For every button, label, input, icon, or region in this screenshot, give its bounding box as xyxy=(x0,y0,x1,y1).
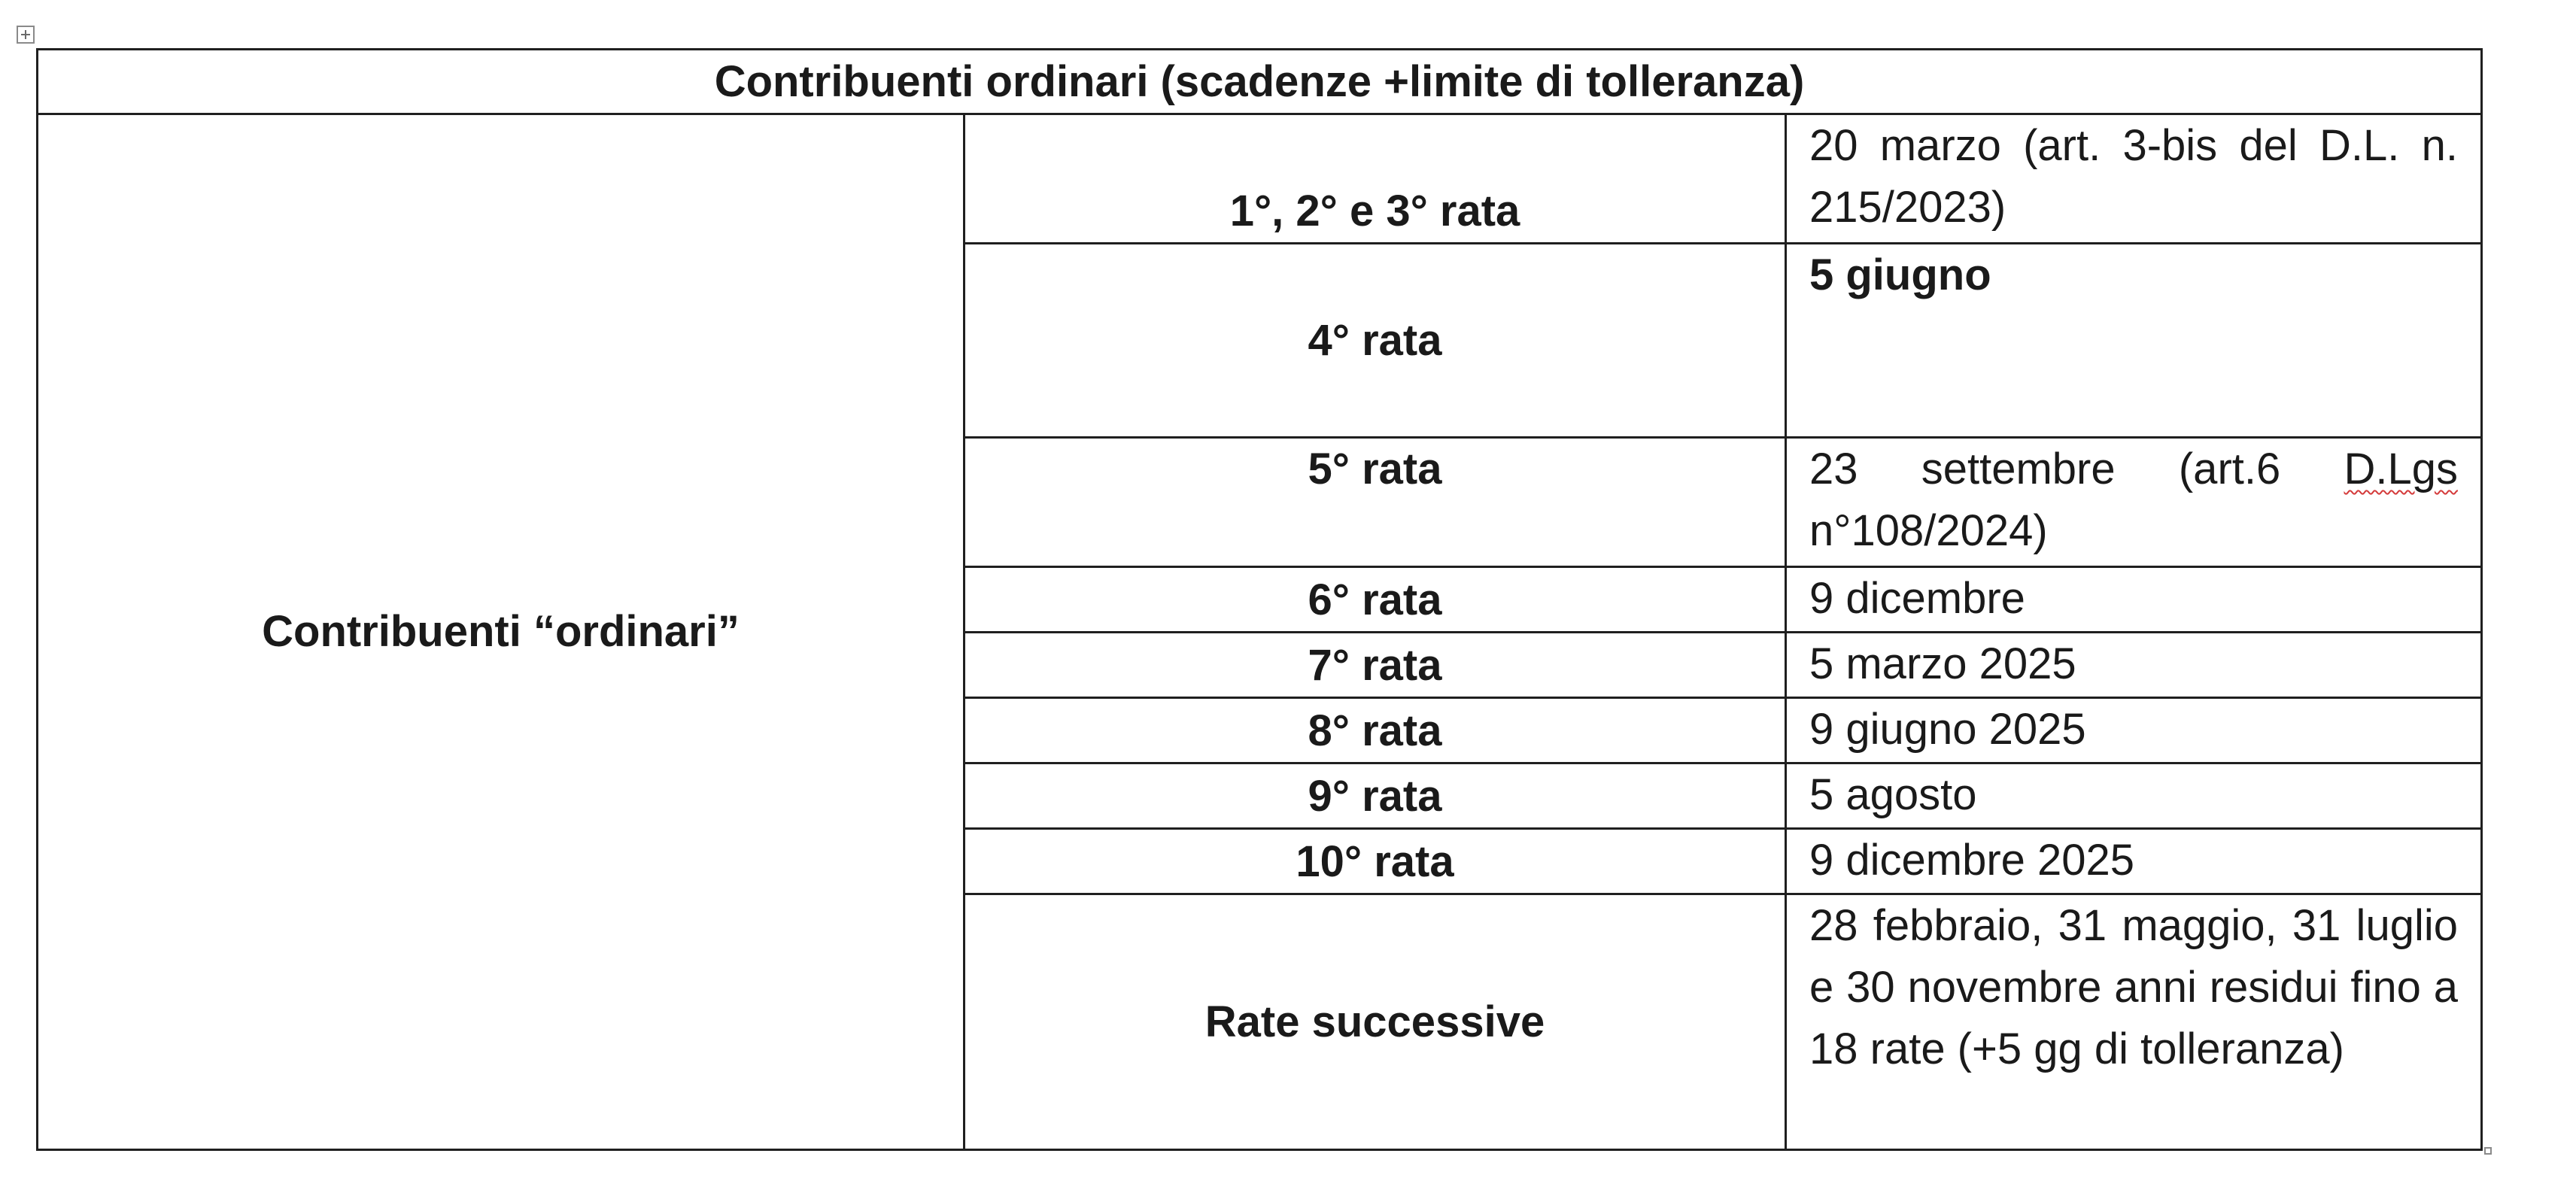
date-cell: 9 giugno 2025 xyxy=(1786,698,2482,763)
date-cell: 9 dicembre xyxy=(1786,567,2482,633)
date-cell: 20 marzo (art. 3-bis del D.L. n. 215/2023) xyxy=(1786,114,2482,244)
date-cell xyxy=(1786,438,2482,567)
rata-cell: 9° rata xyxy=(964,763,1786,829)
table-row xyxy=(38,114,2482,244)
table-header-row xyxy=(38,50,2482,114)
date-text: n°108/2024) xyxy=(1809,506,2048,555)
table-move-handle-icon[interactable] xyxy=(17,26,35,44)
rata-cell: 10° rata xyxy=(964,829,1786,894)
rata-cell: 7° rata xyxy=(964,633,1786,698)
spellcheck-flagged-word[interactable]: D.Lgs xyxy=(2344,445,2458,493)
schedule-table xyxy=(36,48,2483,1151)
rata-cell: 4° rata xyxy=(964,244,1786,438)
table-resize-handle-icon[interactable] xyxy=(2484,1147,2492,1155)
date-cell: 5 agosto xyxy=(1786,763,2482,829)
date-cell: 9 dicembre 2025 xyxy=(1786,829,2482,894)
rata-cell: 6° rata xyxy=(964,567,1786,633)
group-label-cell: Contribuenti “ordinari” xyxy=(38,114,964,1150)
rata-cell: Rate successive xyxy=(964,894,1786,1150)
rata-cell: 8° rata xyxy=(964,698,1786,763)
date-cell: 5 giugno xyxy=(1786,244,2482,438)
rata-cell: 1°, 2° e 3° rata xyxy=(964,114,1786,244)
date-cell: 28 febbraio, 31 maggio, 31 luglio e 30 novembre anni residui fino a 18 rate (+5 gg di tolleranza) xyxy=(1786,894,2482,1150)
date-text: 23 settembre (art.6 xyxy=(1809,445,2344,493)
table-title: Contribuenti ordinari (scadenze +limite di tolleranza) xyxy=(38,50,2482,114)
date-cell: 5 marzo 2025 xyxy=(1786,633,2482,698)
rata-cell: 5° rata xyxy=(964,438,1786,567)
